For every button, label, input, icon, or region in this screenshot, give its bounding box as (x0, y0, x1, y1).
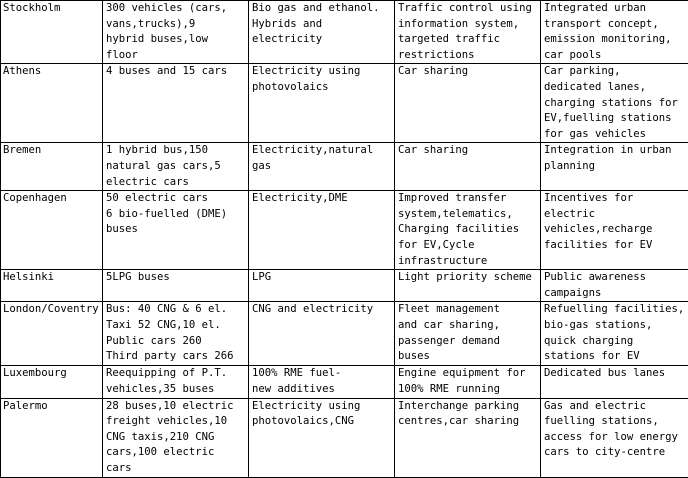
fuels-cell: Electricity using photovolaics (249, 64, 395, 143)
vehicles-cell: 1 hybrid bus,150 natural gas cars,5 electric cars (103, 143, 249, 191)
other-measures-cell: Integration in urban planning (541, 143, 688, 191)
table-row (1, 64, 688, 143)
table-row (1, 1, 688, 64)
vehicles-cell: 300 vehicles (cars, vans,trucks),9 hybrid buses,low floor (103, 1, 249, 64)
table-row (1, 302, 688, 366)
fuels-cell: Electricity,natural gas (249, 143, 395, 191)
traffic-measures-cell: Car sharing (395, 64, 541, 143)
city-cell: Bremen (1, 143, 103, 191)
city-cell: Copenhagen (1, 191, 103, 270)
vehicles-cell: 4 buses and 15 cars (103, 64, 249, 143)
other-measures-cell: Car parking, dedicated lanes, charging stations for EV,fuelling stations for gas vehicles (541, 64, 688, 143)
vehicles-cell: 28 buses,10 electric freight vehicles,10 CNG taxis,210 CNG cars,100 electric cars (103, 398, 249, 477)
fuels-cell: CNG and electricity (249, 302, 395, 366)
traffic-measures-cell: Fleet management and car sharing, passenger demand buses (395, 302, 541, 366)
traffic-measures-cell: Improved transfer system,telematics, Charging facilities for EV,Cycle infrastructure (395, 191, 541, 270)
fuels-cell: LPG (249, 270, 395, 302)
traffic-measures-cell: Light priority scheme (395, 270, 541, 302)
table-row (1, 270, 688, 302)
city-cell: Helsinki (1, 270, 103, 302)
city-cell: Athens (1, 64, 103, 143)
vehicles-cell: Reequipping of P.T. vehicles,35 buses (103, 366, 249, 398)
vehicles-cell: Bus: 40 CNG & 6 el. Taxi 52 CNG,10 el. Public cars 260 Third party cars 266 (103, 302, 249, 366)
traffic-measures-cell: Car sharing (395, 143, 541, 191)
fuels-cell: 100% RME fuel- new additives (249, 366, 395, 398)
city-cell: Stockholm (1, 1, 103, 64)
vehicles-cell: 5LPG buses (103, 270, 249, 302)
traffic-measures-cell: Interchange parking centres,car sharing (395, 398, 541, 477)
city-cell: Luxembourg (1, 366, 103, 398)
other-measures-cell: Integrated urban transport concept, emission monitoring, car pools (541, 1, 688, 64)
vehicles-cell: 50 electric cars 6 bio-fuelled (DME) buses (103, 191, 249, 270)
city-cell: London/Coventry (1, 302, 103, 366)
other-measures-cell: Incentives for electric vehicles,recharge facilities for EV (541, 191, 688, 270)
traffic-measures-cell: Engine equipment for 100% RME running (395, 366, 541, 398)
other-measures-cell: Dedicated bus lanes (541, 366, 688, 398)
table-row (1, 143, 688, 191)
table-row (1, 191, 688, 270)
table-row (1, 398, 688, 477)
other-measures-cell: Public awareness campaigns (541, 270, 688, 302)
other-measures-cell: Refuelling facilities, bio-gas stations, quick charging stations for EV (541, 302, 688, 366)
table-body (1, 1, 688, 478)
fuels-cell: Electricity,DME (249, 191, 395, 270)
fuels-cell: Bio gas and ethanol. Hybrids and electricity (249, 1, 395, 64)
other-measures-cell: Gas and electric fuelling stations, access for low energy cars to city-centre (541, 398, 688, 477)
city-cell: Palermo (1, 398, 103, 477)
fuels-cell: Electricity using photovolaics,CNG (249, 398, 395, 477)
traffic-measures-cell: Traffic control using information system, targeted traffic restrictions (395, 1, 541, 64)
table-row (1, 366, 688, 398)
